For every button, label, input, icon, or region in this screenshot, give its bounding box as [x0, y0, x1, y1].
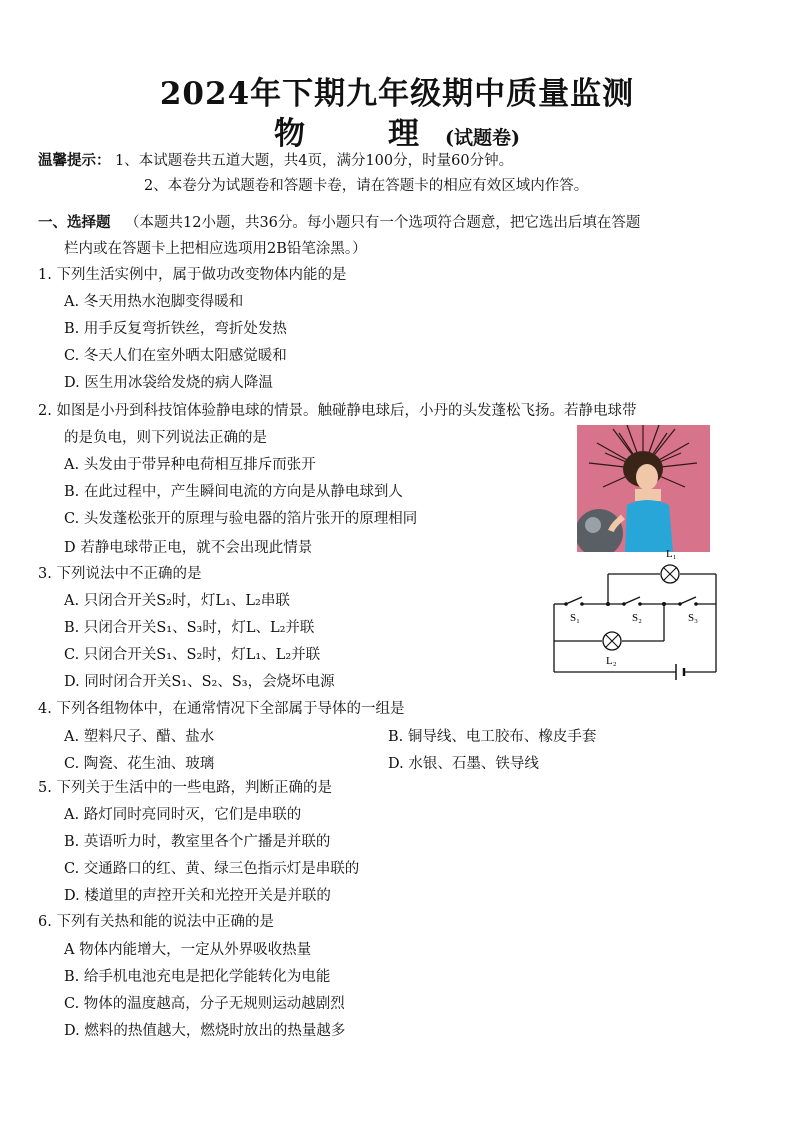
notice-label: 温馨提示：	[38, 152, 111, 169]
subject-name: 物 理	[274, 116, 445, 152]
q5-option-a: A. 路灯同时亮同时灭，它们是串联的	[64, 807, 302, 823]
lamp-l2-icon	[603, 632, 621, 650]
subject-note: (试题卷)	[445, 127, 520, 149]
q2-option-b: B. 在此过程中，产生瞬间电流的方向是从静电球到人	[64, 484, 403, 500]
question-4-stem: 4. 下列各组物体中，在通常情况下全部属于导体的一组是	[38, 701, 405, 717]
section-desc-1: （本题共12小题，共36分。每小题只有一个选项符合题意，把它选出后填在答题	[125, 215, 641, 231]
exam-subject	[0, 108, 794, 153]
question-2-stem-1: 2. 如图是小丹到科技馆体验静电球的情景。触碰静电球后，小丹的头发蓬松飞扬。若静电球带	[38, 403, 637, 419]
q3-option-d: D. 同时闭合开关S₁、S₂、S₃，会烧坏电源	[64, 674, 335, 690]
q3-option-b: B. 只闭合开关S₁、S₃时，灯L、L₂并联	[64, 620, 315, 636]
question-3-stem: 3. 下列说法中不正确的是	[38, 566, 202, 582]
q1-option-c: C. 冬天人们在室外晒太阳感觉暖和	[64, 348, 287, 364]
q3-option-c: C. 只闭合开关S₁、S₂时，灯L₁、L₂并联	[64, 647, 321, 663]
q6-option-d: D. 燃料的热值越大，燃烧时放出的热量越多	[64, 1023, 346, 1039]
question-5-stem: 5. 下列关于生活中的一些电路，判断正确的是	[38, 780, 332, 796]
q2-option-d: D 若静电球带正电，就不会出现此情景	[64, 540, 313, 556]
q4-option-b: B. 铜导线、电工胶布、橡皮手套	[388, 729, 597, 745]
question-2-stem-2: 的是负电，则下列说法正确的是	[64, 430, 267, 446]
q3-option-a: A. 只闭合开关S₂时，灯L₁、L₂串联	[64, 593, 290, 609]
circuit-diagram	[548, 543, 724, 693]
q4-option-c: C. 陶瓷、花生油、玻璃	[64, 756, 215, 772]
label-s2: S₂	[632, 612, 642, 624]
lamp-l1-icon	[661, 565, 679, 583]
label-s3: S₃	[688, 612, 698, 624]
section-desc-2: 栏内或在答题卡上把相应选项用2B铅笔涂黑。）	[64, 241, 367, 257]
static-ball-illustration	[577, 425, 710, 552]
q6-option-a: A 物体内能增大，一定从外界吸收热量	[64, 942, 312, 958]
notice-item-2: 2、本卷分为试题卷和答题卡卷，请在答题卡的相应有效区域内作答。	[144, 178, 589, 194]
notice-item-1: 1、本试题卷共五道大题，共4页，满分100分，时量60分钟。	[115, 153, 514, 169]
question-1-stem: 1. 下列生活实例中，属于做功改变物体内能的是	[38, 267, 347, 283]
q6-option-b: B. 给手机电池充电是把化学能转化为电能	[64, 969, 331, 985]
label-l2: L₂	[606, 655, 617, 667]
q1-option-d: D. 医生用冰袋给发烧的病人降温	[64, 375, 273, 391]
circuit-svg	[548, 543, 724, 689]
q5-option-c: C. 交通路口的红、黄、绿三色指示灯是串联的	[64, 861, 360, 877]
q2-option-c: C. 头发蓬松张开的原理与验电器的箔片张开的原理相同	[64, 511, 418, 527]
section-heading: 一、选择题	[38, 214, 111, 231]
question-6-stem: 6. 下列有关热和能的说法中正确的是	[38, 914, 274, 930]
q2-option-a: A. 头发由于带异种电荷相互排斥而张开	[64, 457, 316, 473]
exam-title: 2024年下期九年级期中质量监测	[159, 76, 635, 112]
q4-option-a: A. 塑料尺子、醋、盐水	[64, 729, 215, 745]
q1-option-b: B. 用手反复弯折铁丝，弯折处发热	[64, 321, 287, 337]
label-l1: L₁	[666, 548, 677, 560]
q1-option-a: A. 冬天用热水泡脚变得暖和	[64, 294, 244, 310]
q6-option-c: C. 物体的温度越高，分子无规则运动越剧烈	[64, 996, 345, 1012]
q5-option-b: B. 英语听力时，教室里各个广播是并联的	[64, 834, 331, 850]
static-ball-photo	[577, 425, 710, 552]
label-s1: S₁	[570, 612, 580, 624]
q4-option-d: D. 水银、石墨、铁导线	[388, 756, 539, 772]
q5-option-d: D. 楼道里的声控开关和光控开关是并联的	[64, 888, 331, 904]
